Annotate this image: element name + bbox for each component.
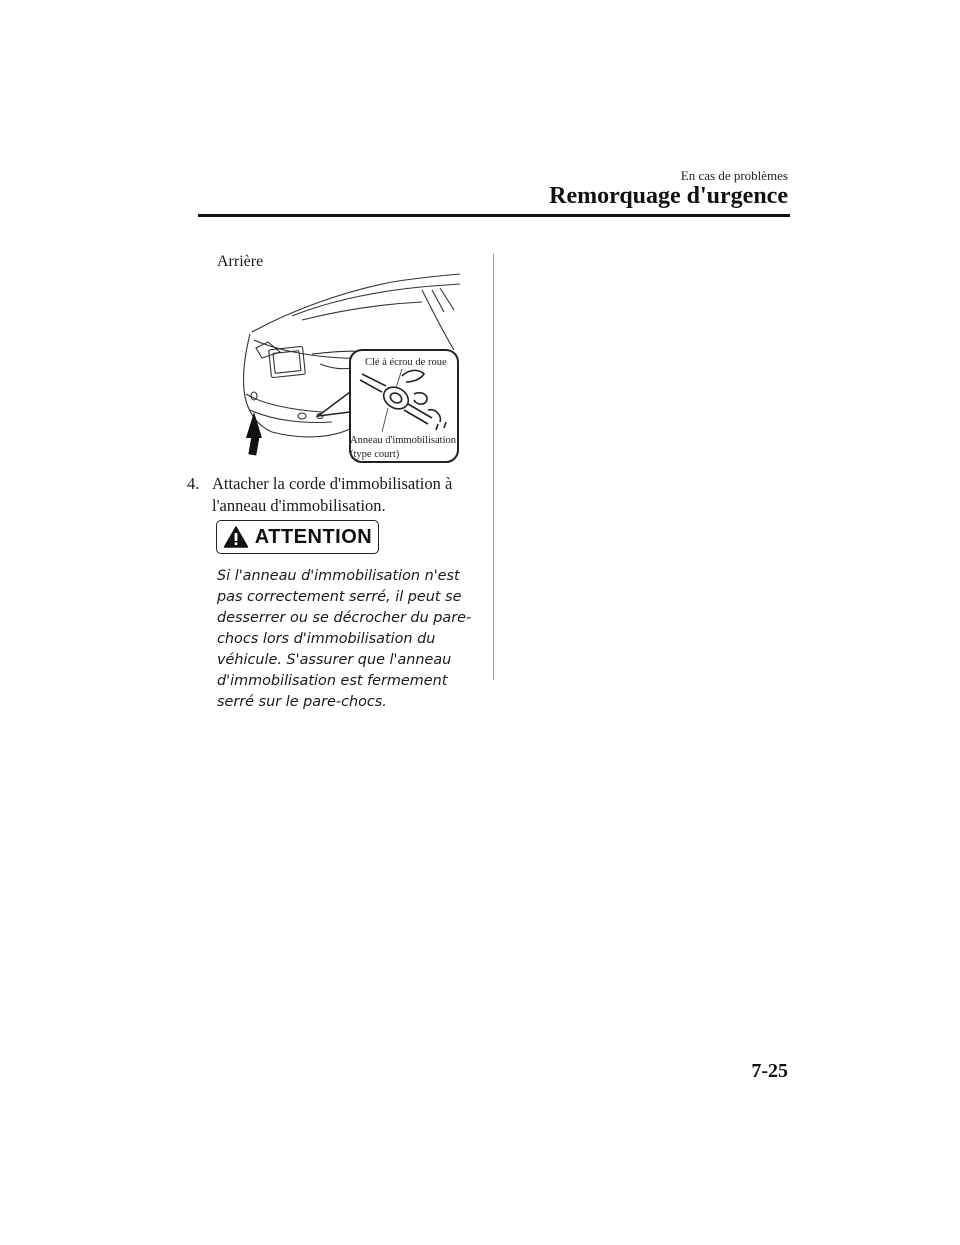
ring-label-line1: Anneau d'immobilisation [350,435,457,446]
attention-banner [216,520,379,554]
wrench-label: Clé à écrou de roue [365,357,447,368]
callout-pointer [318,392,350,416]
column-divider [493,254,494,680]
up-arrow-icon [246,412,262,456]
step-text: Attacher la corde d'immobilisation à l'anneau d'immobilisation. [212,474,453,515]
chapter-title: En cas de problèmes [680,168,788,183]
attention-text: Si l'anneau d'immobilisation n'est pas correctement serré, il peut se desserrer ou se décrocher du pare-chocs lors d'immobilisation du véhicule. S'assurer que l'anneau d'immobilisation est fermement serré sur le pare-chocs. [217,568,472,710]
header-rule [198,214,790,217]
warning-triangle-icon [223,525,249,549]
rear-towing-figure [232,270,460,470]
attention-label: ATTENTION [254,525,373,548]
step-4 [187,473,477,517]
figure-caption: Arrière [217,253,264,270]
ring-label-line2: (type court) [350,449,400,460]
section-title: Remorquage d'urgence [549,183,788,209]
page-number: 7-25 [751,1060,788,1082]
step-number: 4. [187,474,200,493]
